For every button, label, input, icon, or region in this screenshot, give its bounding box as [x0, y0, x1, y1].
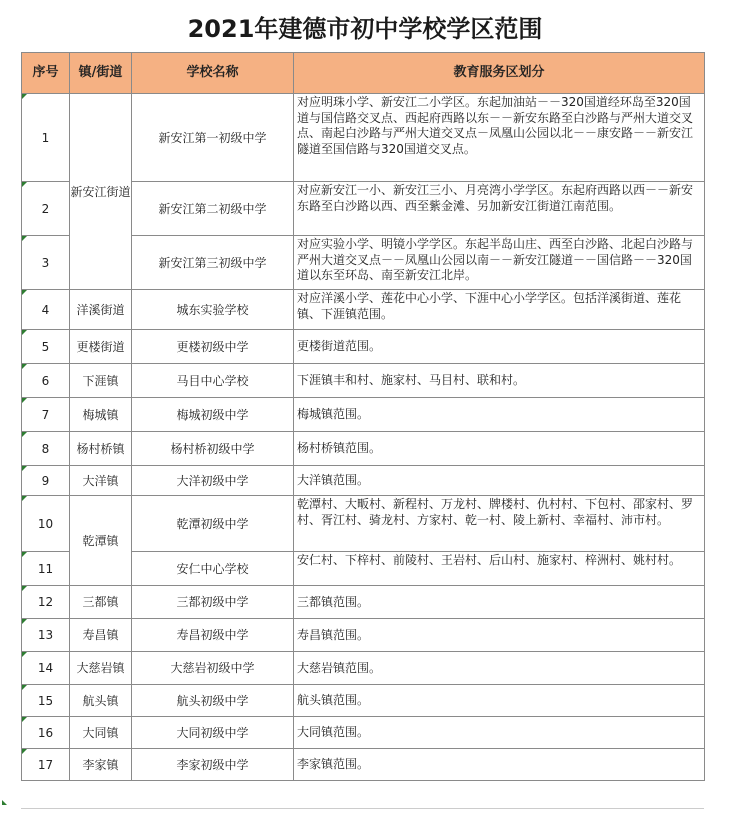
cell-seq: 10 — [22, 496, 70, 552]
cell-area: 对应新安江一小、新安江三小、月亮湾小学学区。东起府西路以西－－新安东路至白沙路以西、西至紫金滩、另加新安江街道江南范围。 — [294, 182, 705, 236]
cell-town: 洋溪街道 — [70, 290, 132, 330]
cell-school: 乾潭初级中学 — [132, 496, 294, 552]
cell-seq: 8 — [22, 432, 70, 466]
cell-school: 梅城初级中学 — [132, 398, 294, 432]
cell-seq: 6 — [22, 364, 70, 398]
header-town: 镇/街道 — [70, 53, 132, 94]
table-row — [22, 717, 705, 749]
cell-school: 李家初级中学 — [132, 749, 294, 781]
cell-town: 下涯镇 — [70, 364, 132, 398]
table-row — [22, 432, 705, 466]
cell-seq: 13 — [22, 619, 70, 652]
cell-area: 安仁村、下梓村、前陵村、王岩村、后山村、施家村、梓洲村、姚村村。 — [294, 552, 705, 586]
page-title: 2021年建德市初中学校学区范围 — [187, 14, 543, 43]
table-row — [22, 290, 705, 330]
cell-town: 寿昌镇 — [70, 619, 132, 652]
cell-area: 大洋镇范围。 — [294, 466, 705, 496]
cell-seq: 7 — [22, 398, 70, 432]
table-row — [22, 749, 705, 781]
table-row — [22, 398, 705, 432]
table-row — [22, 330, 705, 364]
cell-marker-icon — [2, 800, 7, 805]
cell-seq: 11 — [22, 552, 70, 586]
header-area: 教育服务区划分 — [294, 53, 705, 94]
table-row — [22, 652, 705, 685]
cell-area: 大慈岩镇范围。 — [294, 652, 705, 685]
cell-town: 新安江街道 — [70, 94, 132, 290]
cell-area: 对应洋溪小学、莲花中心小学、下涯中心小学学区。包括洋溪街道、莲花镇、下涯镇范围。 — [294, 290, 705, 330]
cell-school: 寿昌初级中学 — [132, 619, 294, 652]
cell-area: 三都镇范围。 — [294, 586, 705, 619]
cell-school: 大同初级中学 — [132, 717, 294, 749]
cell-school: 新安江第一初级中学 — [132, 94, 294, 182]
cell-town: 梅城镇 — [70, 398, 132, 432]
cell-seq: 16 — [22, 717, 70, 749]
cell-school: 三都初级中学 — [132, 586, 294, 619]
cell-area: 下涯镇丰和村、施家村、马目村、联和村。 — [294, 364, 705, 398]
cell-seq: 3 — [22, 236, 70, 290]
header-row — [22, 53, 705, 94]
cell-school: 城东实验学校 — [132, 290, 294, 330]
cell-seq: 2 — [22, 182, 70, 236]
cell-area: 乾潭村、大畈村、新程村、万龙村、牌楼村、仇村村、下包村、邵家村、罗村、胥江村、骑龙村、方家村、乾一村、陵上新村、幸福村、沛市村。 — [294, 496, 705, 552]
cell-area: 杨村桥镇范围。 — [294, 432, 705, 466]
header-seq: 序号 — [22, 53, 70, 94]
cell-area: 对应实验小学、明镜小学学区。东起半岛山庄、西至白沙路、北起白沙路与严州大道交叉点－－凤凰山公园以南－－新安江隧道－－国信路－－320国道以东至环岛、南至新安江北岸。 — [294, 236, 705, 290]
cell-seq: 1 — [22, 94, 70, 182]
cell-town: 大慈岩镇 — [70, 652, 132, 685]
cell-seq: 12 — [22, 586, 70, 619]
table-row — [22, 685, 705, 717]
cell-area: 梅城镇范围。 — [294, 398, 705, 432]
cell-area: 航头镇范围。 — [294, 685, 705, 717]
cell-area: 对应明珠小学、新安江二小学区。东起加油站－－320国道经环岛至320国道与国信路交叉点、西起府西路以东－－新安东路至白沙路与严州大道交叉点、南起白沙路与严州大道交叉点－凤凰山公园以北－－康安路－－新安江隧道至国信路与320国道交叉点。 — [294, 94, 705, 182]
cell-seq: 9 — [22, 466, 70, 496]
table-row — [22, 466, 705, 496]
cell-school: 马目中心学校 — [132, 364, 294, 398]
cell-town: 杨村桥镇 — [70, 432, 132, 466]
cell-seq: 5 — [22, 330, 70, 364]
cell-school: 大洋初级中学 — [132, 466, 294, 496]
cell-area: 更楼街道范围。 — [294, 330, 705, 364]
cell-school: 大慈岩初级中学 — [132, 652, 294, 685]
cell-seq: 4 — [22, 290, 70, 330]
cell-town: 李家镇 — [70, 749, 132, 781]
cell-seq: 14 — [22, 652, 70, 685]
table-row — [22, 619, 705, 652]
cell-school: 新安江第三初级中学 — [132, 236, 294, 290]
cell-school: 杨村桥初级中学 — [132, 432, 294, 466]
cell-seq: 17 — [22, 749, 70, 781]
cell-town: 乾潭镇 — [70, 496, 132, 586]
cell-town: 航头镇 — [70, 685, 132, 717]
cell-town: 三都镇 — [70, 586, 132, 619]
cell-school: 航头初级中学 — [132, 685, 294, 717]
cell-town: 大洋镇 — [70, 466, 132, 496]
cell-seq: 15 — [22, 685, 70, 717]
table-row — [22, 94, 705, 182]
cell-area: 寿昌镇范围。 — [294, 619, 705, 652]
table-row — [22, 364, 705, 398]
table-row — [22, 586, 705, 619]
cell-town: 更楼街道 — [70, 330, 132, 364]
cell-town: 大同镇 — [70, 717, 132, 749]
table-row — [22, 496, 705, 552]
cell-school: 更楼初级中学 — [132, 330, 294, 364]
divider-line — [21, 808, 704, 809]
cell-school: 新安江第二初级中学 — [132, 182, 294, 236]
header-school: 学校名称 — [132, 53, 294, 94]
district-table — [21, 52, 705, 781]
cell-area: 大同镇范围。 — [294, 717, 705, 749]
cell-area: 李家镇范围。 — [294, 749, 705, 781]
cell-school: 安仁中心学校 — [132, 552, 294, 586]
